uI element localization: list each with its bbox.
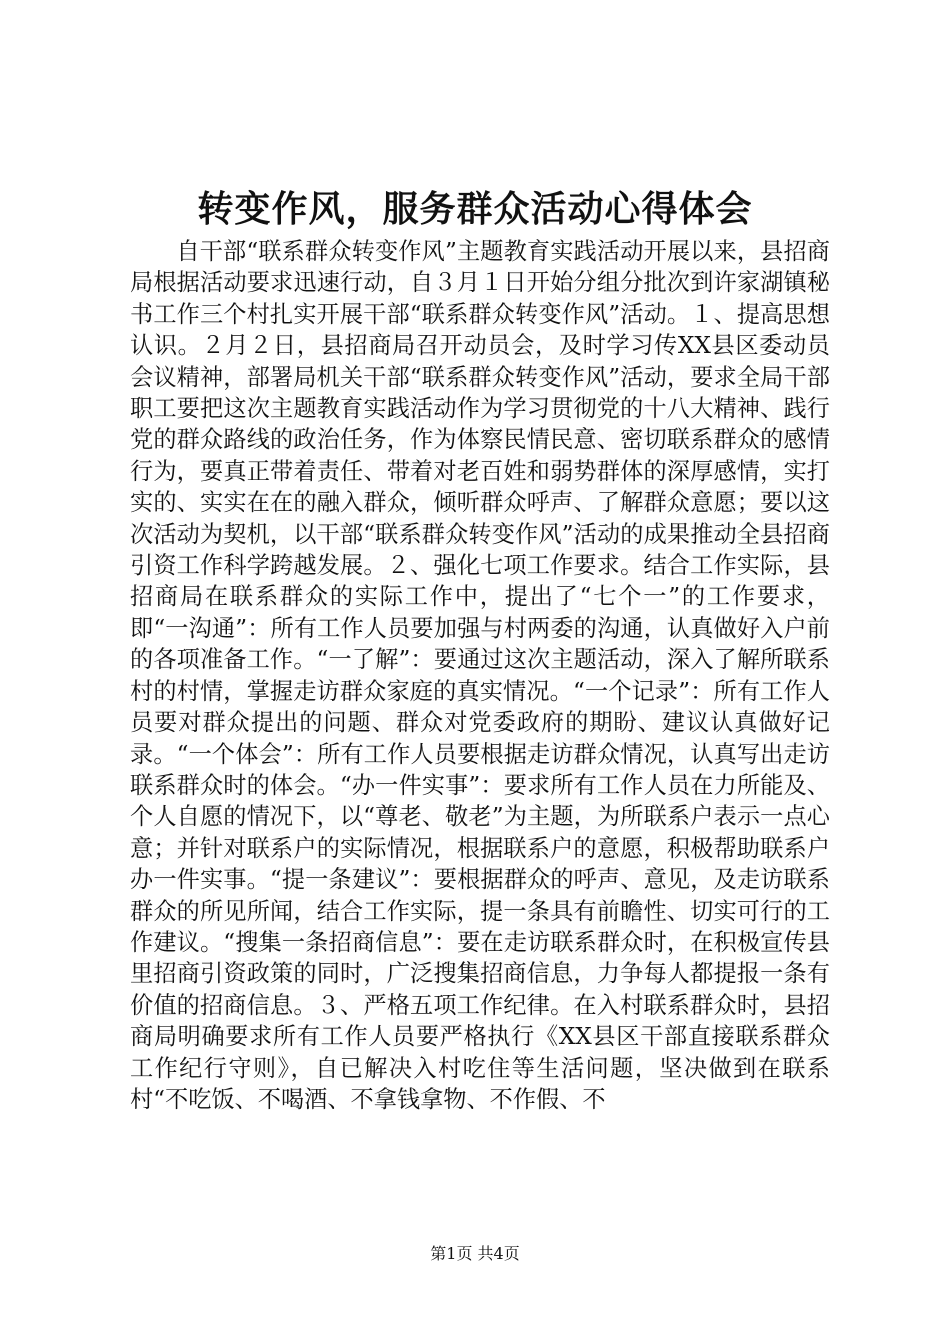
document-title: 转变作风，服务群众活动心得体会 xyxy=(197,189,753,230)
page-footer: 第1页 共4页 xyxy=(430,1244,520,1263)
document-body-paragraph: 自干部“联系群众转变作风”主题教育实践活动开展以来，县招商局根据活动要求迅速行动，自３月１日开始分组分批次到许家湖镇秘书工作三个村扎实开展干部“联系群众转变作风”活动。１、提高思想认识。２月２日，县招商局召开动员会，及时学习传XX县区委动员会议精神，部署局机关干部“联系群众转变作风”活动，要求全局干部职工要把这次主题教育实践活动作为学习贯彻党的十八大精神、践行党的群众路线的政治任务，作为体察民情民意、密切联系群众的感情行为，要真正带着责任、带着对老百姓和弱势群体的深厚感情，实打实的、实实在在的融入群众，倾听群众呼声、了解群众意愿；要以这次活动为契机，以干部“联系群众转变作风”活动的成果推动全县招商引资工作科学跨越发展。２、强化七项工作要求。结合工作实际，县招商局在联系群众的实际工作中，提出了“七个一”的工作要求，即“一沟通”：所有工作人员要加强与村两委的沟通，认真做好入户前的各项准备工作。“一了解”：要通过这次主题活动，深入了解所联系村的村情，掌握走访群众家庭的真实情况。“一个记录”：所有工作人员要对群众提出的问题、群众对党委政府的期盼、建议认真做好记录。“一个体会”：所有工作人员要根据走访群众情况，认真写出走访联系群众时的体会。“办一件实事”：要求所有工作人员在力所能及、个人自愿的情况下，以“尊老、敬老”为主题，为所联系户表示一点心意；并针对联系户的实际情况，根据联系户的意愿，积极帮助联系户办一件实事。“提一条建议”：要根据群众的呼声、意见，及走访联系群众的所见所闻，结合工作实际，提一条具有前瞻性、切实可行的工作建议。“搜集一条招商信息”：要在走访联系群众时，在积极宣传县里招商引资政策的同时，广泛搜集招商信息，力争每人都提报一条有价值的招商信息。３、严格五项工作纪律。在入村联系群众时，县招商局明确要求所有工作人员要严格执行《XX县区干部直接联系群众工作纪行守则》，自已解决入村吃住等生活问题，坚决做到在联系村“不吃饭、不喝酒、不拿钱拿物、不作假、不 xyxy=(130,238,830,1113)
